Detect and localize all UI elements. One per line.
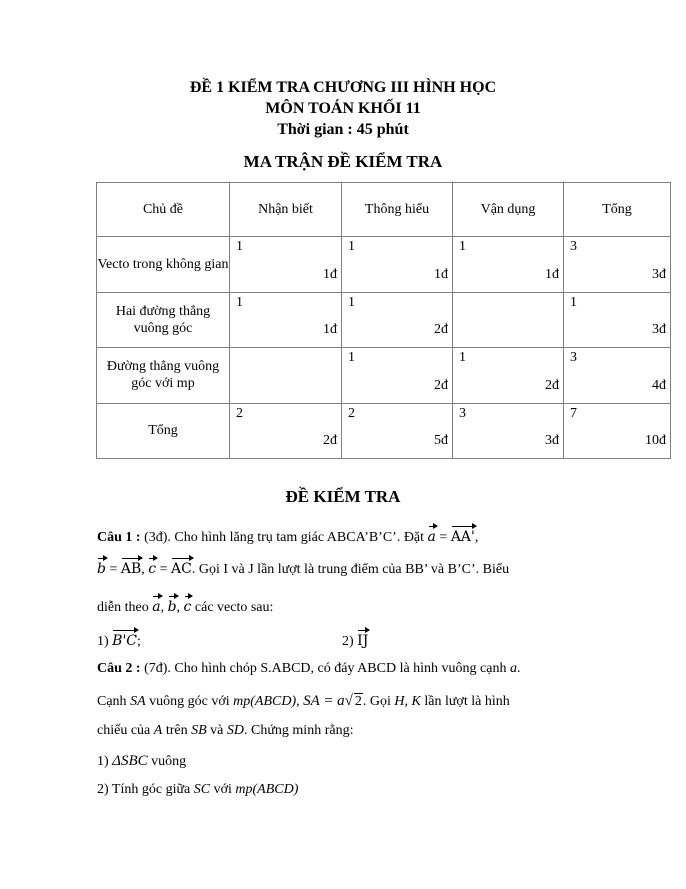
row-topic: Đường thẳng vuông góc với mp — [97, 348, 230, 403]
question-1-line-3 — [97, 594, 273, 616]
row-topic: Vecto trong không gian — [97, 237, 230, 292]
vector-ij: IJ — [357, 628, 368, 649]
document-title: ĐỀ 1 KIỂM TRA CHƯƠNG III HÌNH HỌC — [189, 79, 497, 96]
question-2-line-3 — [97, 723, 353, 739]
segment-sa: SA — [130, 694, 146, 709]
question-count: 1 — [348, 350, 355, 366]
matrix-cell — [342, 237, 453, 292]
question-1-item-2 — [342, 628, 368, 650]
matrix-cell — [564, 237, 671, 292]
question-2-line-1: Câu 2 : (7đ). Cho hình chóp S.ABCD, có đáy ABCD là hình vuông cạnh a. — [97, 661, 521, 676]
column-header-understanding: Thông hiểu — [342, 183, 453, 237]
points-value: 3đ — [652, 322, 666, 338]
perpendicular-text: vuông góc với — [149, 694, 230, 709]
matrix-cell — [342, 292, 453, 347]
side-a: a — [510, 661, 517, 676]
points-value: 4đ — [652, 377, 666, 393]
question-count: 3 — [570, 239, 577, 255]
vector-b: b — [97, 556, 106, 577]
segment-sd: SD — [226, 723, 244, 738]
table-header-row — [97, 183, 671, 237]
equals-sign: = — [159, 562, 168, 577]
item-number: 2) — [342, 634, 354, 649]
vector-aa-prime: AA' — [451, 524, 475, 545]
points-value: 1đ — [545, 266, 559, 282]
question-1-points: (3đ) — [144, 530, 168, 545]
matrix-cell — [342, 348, 453, 403]
item-terminator: ; — [137, 634, 141, 649]
points-value: 1đ — [323, 266, 337, 282]
vector-a: a — [428, 524, 436, 545]
sqrt-argument: 2 — [354, 694, 362, 709]
question-count: 1 — [459, 350, 466, 366]
vector-c: c — [184, 594, 192, 615]
points-hk: H, K — [394, 694, 421, 709]
subject-line: MÔN TOÁN KHỐI 11 — [265, 100, 421, 117]
table-row — [97, 348, 671, 403]
projection-text: chiếu của — [97, 723, 151, 738]
column-header-application: Vận dụng — [453, 183, 564, 237]
question-2-points: (7đ) — [144, 661, 168, 676]
prove-text: . Chứng minh rằng: — [243, 723, 354, 738]
comma: , — [141, 562, 145, 577]
question-2-item-1 — [97, 753, 186, 770]
let-text: . Gọi — [362, 694, 391, 709]
with-text: với — [213, 782, 232, 797]
vector-ab: AB — [121, 556, 141, 577]
vector-ac: AC — [171, 556, 192, 577]
table-row — [97, 292, 671, 347]
question-1-line-1 — [97, 524, 478, 546]
points-value: 1đ — [323, 322, 337, 338]
points-value: 2đ — [434, 377, 448, 393]
matrix-cell — [453, 292, 564, 347]
item-number: 1) — [97, 634, 109, 649]
question-2-label: Câu 2 : — [97, 661, 141, 676]
matrix-cell — [453, 348, 564, 403]
question-count: 2 — [236, 405, 243, 421]
question-count: 1 — [348, 294, 355, 310]
column-header-total: Tổng — [564, 183, 671, 237]
points-value: 10đ — [645, 433, 666, 448]
question-1-text: . Cho hình lăng trụ tam giác ABCA’B’C’. Đặt — [167, 530, 425, 545]
sqrt-sign: √ — [344, 693, 353, 709]
matrix-cell — [342, 403, 453, 458]
respectively-text: lần lượt là hình — [424, 694, 510, 709]
question-1-label: Câu 1 : — [97, 530, 141, 545]
table-row — [97, 403, 671, 458]
segment-sc: SC — [193, 782, 211, 797]
matrix-cell — [230, 237, 342, 292]
question-count: 3 — [459, 405, 466, 421]
on-text: trên — [165, 723, 188, 738]
matrix-cell — [564, 292, 671, 347]
matrix-cell — [453, 237, 564, 292]
edge-text: Cạnh — [97, 694, 127, 709]
question-2-item-2 — [97, 782, 298, 798]
question-count: 1 — [236, 239, 243, 255]
angle-text: 2) Tính góc giữa — [97, 782, 191, 797]
vector-b-prime-c: B'C — [112, 628, 137, 649]
question-1-item-1 — [97, 628, 141, 650]
comma: , — [474, 530, 479, 545]
points-value: 5đ — [434, 433, 448, 448]
exam-title: ĐỀ KIỂM TRA — [285, 487, 401, 506]
point-a: A — [153, 723, 163, 738]
and-text: và — [210, 723, 224, 738]
question-count: 3 — [570, 350, 577, 366]
formula-sa: SA = a — [303, 693, 345, 709]
points-value: 3đ — [652, 266, 666, 282]
matrix-cell — [230, 348, 342, 403]
express-in-text: diễn theo — [97, 600, 149, 615]
column-header-recognition: Nhận biết — [230, 183, 342, 237]
points-value: 2đ — [323, 433, 337, 448]
triangle-sbc: ΔSBC — [112, 753, 148, 769]
question-count: 1 — [236, 294, 243, 310]
plane-abcd: mp(ABCD) — [235, 782, 299, 797]
test-matrix-table — [96, 182, 671, 459]
points-value: 3đ — [545, 433, 559, 448]
duration-line: Thời gian : 45 phút — [277, 121, 409, 138]
row-topic: Tổng — [97, 403, 230, 458]
matrix-cell — [230, 403, 342, 458]
right-triangle-text: vuông — [151, 754, 187, 769]
question-count: 2 — [348, 405, 355, 421]
points-value: 2đ — [434, 322, 448, 338]
question-1-midpoints-text: . Gọi I và J lần lượt là trung điểm của BB’ và B’C’. Biểu — [191, 562, 510, 577]
question-2-line-2 — [97, 693, 510, 710]
equals-sign: = — [439, 530, 448, 545]
question-1-line-2 — [97, 556, 509, 578]
matrix-title: MA TRẬN ĐỀ KIỂM TRA — [243, 152, 443, 171]
question-count: 7 — [570, 405, 577, 421]
vector-c: c — [148, 556, 156, 577]
question-2-text: . Cho hình chóp S.ABCD, có đáy ABCD là hình vuông cạnh — [167, 661, 507, 676]
plane-abcd: mp(ABCD), — [233, 694, 300, 709]
row-topic: Hai đường thẳng vuông góc — [97, 292, 230, 347]
question-count: 1 — [348, 239, 355, 255]
comma: , — [176, 600, 181, 615]
table-row — [97, 237, 671, 292]
question-count: 1 — [570, 294, 577, 310]
vector-b: b — [168, 594, 177, 615]
equals-sign: = — [109, 562, 118, 577]
item-number: 1) — [97, 754, 109, 769]
points-value: 2đ — [545, 377, 559, 393]
vector-a: a — [152, 594, 160, 615]
matrix-cell — [453, 403, 564, 458]
segment-sb: SB — [191, 723, 207, 738]
column-header-topic: Chủ đề — [97, 183, 230, 237]
points-value: 1đ — [434, 266, 448, 282]
matrix-cell — [564, 348, 671, 403]
question-count: 1 — [459, 239, 466, 255]
comma: , — [160, 600, 165, 615]
matrix-cell — [230, 292, 342, 347]
matrix-cell — [564, 403, 671, 458]
following-vectors-text: các vecto sau: — [194, 600, 274, 615]
